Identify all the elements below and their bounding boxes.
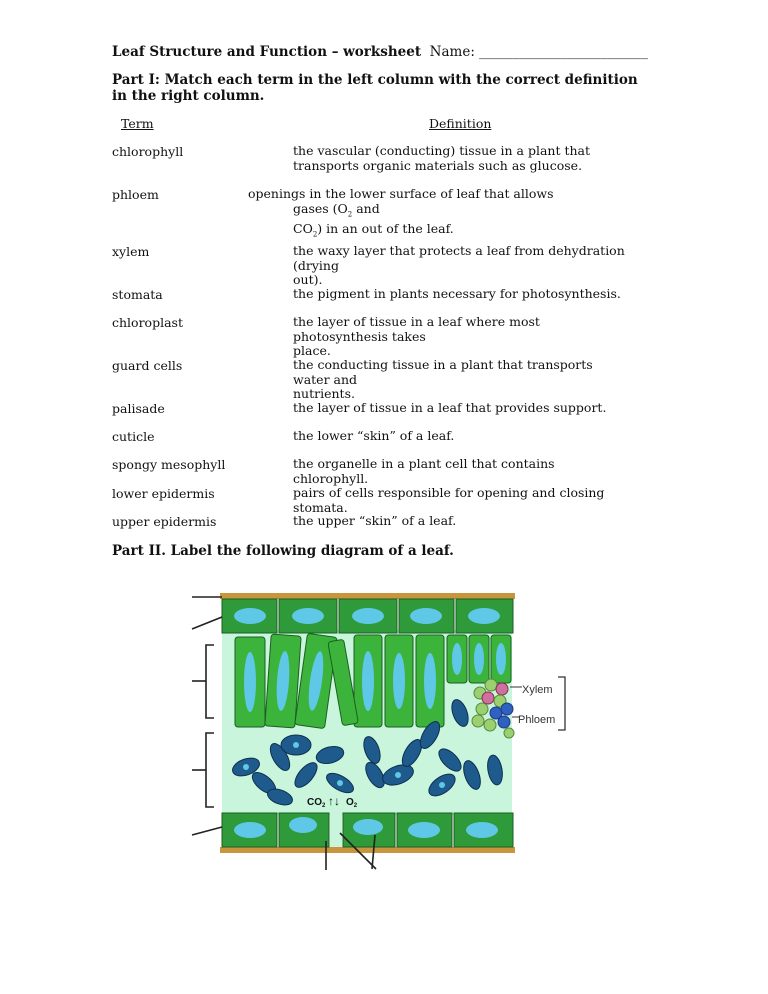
- upper-cuticle: [220, 593, 515, 599]
- title-text: Leaf Structure and Function – worksheet: [112, 44, 422, 60]
- definition-line: the conducting tissue in a plant that transports water and: [293, 357, 593, 387]
- palisade-bracket: [206, 645, 214, 718]
- definition-line: pairs of cells responsible for opening and closing stomata.: [293, 485, 605, 515]
- leaf-cross-section-diagram: [180, 585, 580, 880]
- nucleus: [293, 742, 299, 748]
- nucleus: [408, 822, 440, 838]
- definition-item: [293, 244, 633, 288]
- upper-epidermis: [222, 599, 513, 633]
- term-item: chloroplast: [112, 315, 183, 330]
- definition-item: [293, 287, 633, 302]
- nucleus: [292, 608, 324, 624]
- term-item: guard cells: [112, 358, 183, 373]
- co2-label: $CO_2$: [307, 797, 326, 809]
- bundle-cell: [472, 715, 484, 727]
- definition-line: [248, 222, 648, 242]
- definition-fragment: and: [356, 200, 380, 216]
- name-field[interactable]: Name: _________________________: [429, 44, 648, 60]
- definition-line: the organelle in a plant cell that contains chlorophyll.: [293, 456, 555, 486]
- term-item: xylem: [112, 244, 150, 259]
- nucleus: [393, 653, 405, 709]
- spongy-bracket: [206, 733, 214, 807]
- part1-heading: Part I: Match each term in the left column with the correct definition in the right column.: [112, 72, 638, 104]
- term-item: lower epidermis: [112, 486, 215, 501]
- definition-item: [293, 144, 633, 173]
- nucleus: [362, 651, 374, 711]
- nucleus: [395, 772, 401, 778]
- definition-line: the upper “skin” of a leaf.: [293, 513, 457, 528]
- definition-line: [248, 202, 648, 222]
- definition-line: the waxy layer that protects a leaf from dehydration (drying: [293, 243, 625, 273]
- definition-item: [293, 486, 633, 515]
- lower-epidermis: [222, 813, 513, 847]
- nucleus: [244, 652, 256, 712]
- nucleus: [439, 782, 445, 788]
- nucleus: [410, 608, 442, 624]
- gas-arrows: ↑↓: [328, 794, 340, 808]
- nucleus: [496, 643, 506, 675]
- definition-item: [293, 429, 633, 444]
- label-line: [192, 827, 222, 835]
- phloem-cell: [498, 716, 510, 728]
- nucleus: [234, 822, 266, 838]
- definition-line: the vascular (conducting) tissue in a plant that: [293, 143, 591, 158]
- xylem-cell: [482, 692, 494, 704]
- bundle-cell: [484, 719, 496, 731]
- term-item: upper epidermis: [112, 514, 217, 529]
- nucleus: [468, 608, 500, 624]
- nucleus: [424, 653, 436, 709]
- definition-fragment: CO: [293, 220, 313, 236]
- definition-fragment: gases (O: [293, 200, 348, 216]
- definition-item: [248, 187, 648, 242]
- nucleus: [474, 643, 484, 675]
- definition-line: transports organic materials such as glucose.: [293, 157, 583, 173]
- nucleus: [337, 780, 343, 786]
- phloem-label: Phloem: [518, 714, 556, 726]
- definition-fragment: ) in an out of the leaf.: [317, 220, 454, 236]
- nucleus: [353, 819, 383, 835]
- definition-item: [293, 401, 633, 416]
- phloem-cell: [501, 703, 513, 715]
- nucleus: [452, 643, 462, 675]
- definition-line: nutrients.: [293, 386, 355, 401]
- nucleus: [243, 764, 249, 770]
- term-item: spongy mesophyll: [112, 457, 226, 472]
- stoma-opening: [330, 813, 342, 847]
- definition-line: the pigment in plants necessary for photosynthesis.: [293, 286, 621, 301]
- term-item: stomata: [112, 287, 163, 302]
- bundle-cell: [504, 728, 514, 738]
- nucleus: [289, 817, 317, 833]
- worksheet-title: [112, 44, 648, 60]
- subscript: 2: [312, 230, 318, 238]
- definition-item: [293, 315, 633, 359]
- xylem-cell: [496, 683, 508, 695]
- term-item: chlorophyll: [112, 144, 184, 159]
- definition-item: [293, 457, 633, 486]
- definition-item: [293, 358, 633, 402]
- nucleus: [352, 608, 384, 624]
- definition-line: place.: [293, 343, 331, 358]
- definition-line: openings in the lower surface of leaf that allows: [248, 186, 554, 201]
- column-header-definition: Definition: [429, 116, 492, 131]
- subscript: 2: [347, 210, 353, 218]
- xylem-cell: [476, 703, 488, 715]
- definition-line: the lower “skin” of a leaf.: [293, 428, 455, 443]
- definition-line: the layer of tissue in a leaf where most photosynthesis takes: [293, 314, 540, 344]
- nucleus: [234, 608, 266, 624]
- bracket: [558, 677, 565, 730]
- term-item: cuticle: [112, 429, 155, 444]
- xylem-label: Xylem: [522, 684, 553, 696]
- xylem-cell: [485, 679, 497, 691]
- definition-line: out).: [293, 272, 323, 287]
- o2-label: $O_2$: [346, 797, 358, 809]
- lower-cuticle: [220, 847, 515, 853]
- definition-line: the layer of tissue in a leaf that provides support.: [293, 400, 607, 415]
- column-header-term: Term: [121, 116, 154, 131]
- part2-heading: Part II. Label the following diagram of a leaf.: [112, 543, 454, 559]
- nucleus: [466, 822, 498, 838]
- definition-item: [293, 514, 633, 529]
- term-item: phloem: [112, 187, 159, 202]
- label-line: [192, 617, 222, 629]
- term-item: palisade: [112, 401, 165, 416]
